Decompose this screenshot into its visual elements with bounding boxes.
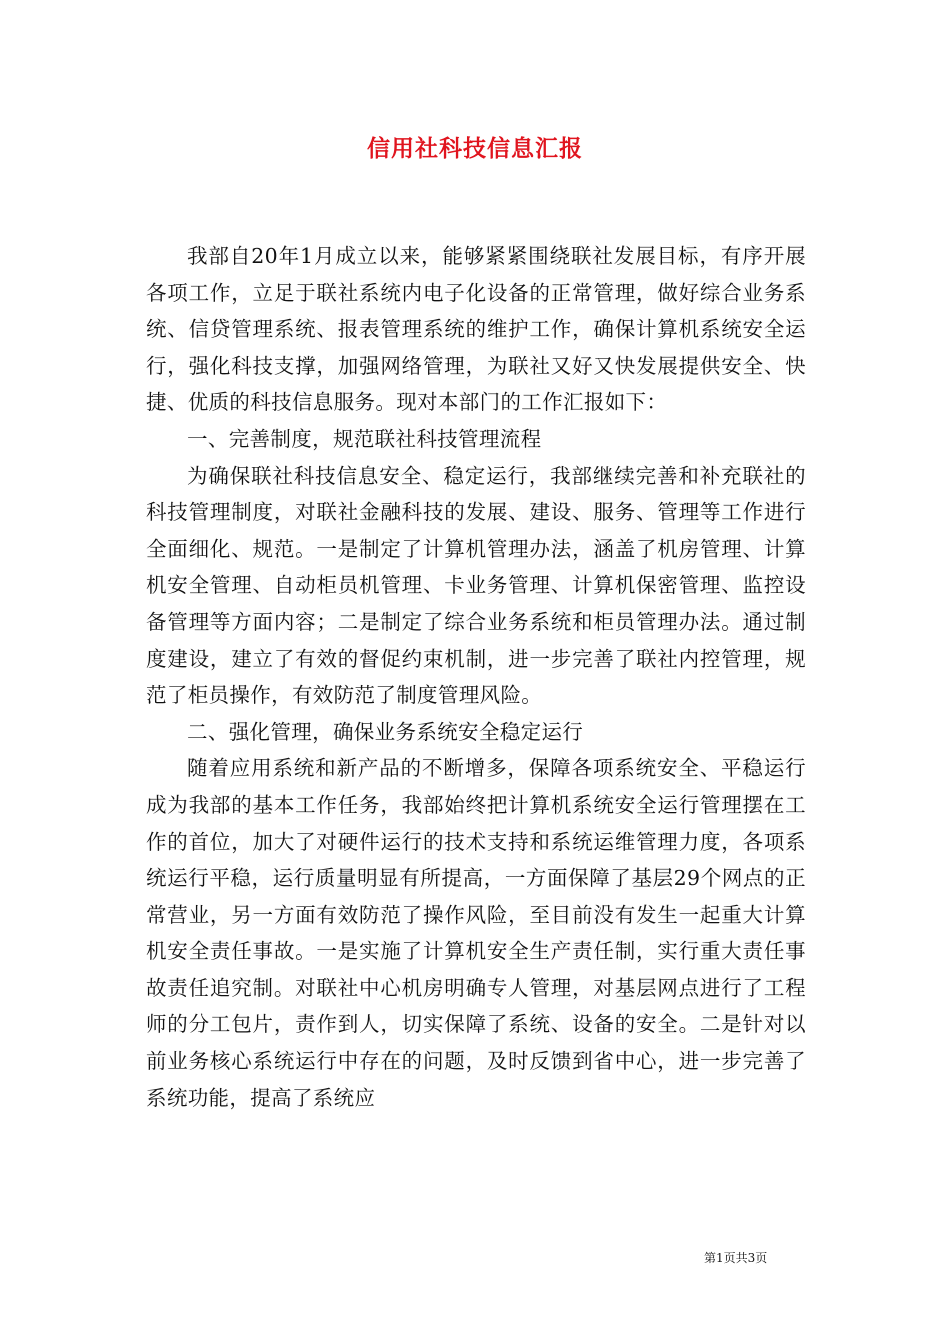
intro-paragraph: 我部自20年1月成立以来，能够紧紧围绕联社发展目标，有序开展各项工作，立足于联社系统内电子化设备的正常管理，做好综合业务系统、信贷管理系统、报表管理系统的维护工作，确保计算机系统安全运行，强化科技支撑，加强网络管理，为联社又好又快发展提供安全、快捷、优质的科技信息服务。现对本部门的工作汇报如下：	[146, 244, 806, 415]
document-body	[146, 238, 806, 1116]
section-heading-2: 二、强化管理，确保业务系统安全稳定运行	[187, 719, 584, 744]
section-paragraph-2: 随着应用系统和新产品的不断增多，保障各项系统安全、平稳运行成为我部的基本工作任务，我部始终把计算机系统安全运行管理摆在工作的首位，加大了对硬件运行的技术支持和系统运维管理力度，各项系统运行平稳，运行质量明显有所提高，一方面保障了基层29个网点的正常营业，另一方面有效防范了操作风险，至目前没有发生一起重大计算机安全责任事故。一是实施了计算机安全生产责任制，实行重大责任事故责任追究制。对联社中心机房明确专人管理，对基层网点进行了工程师的分工包片，责作到人，切实保障了系统、设备的安全。二是针对以前业务核心系统运行中存在的问题，及时反馈到省中心，进一步完善了系统功能，提高了系统应	[146, 756, 806, 1110]
document-title: 信用社科技信息汇报	[367, 135, 583, 162]
section-heading-1: 一、完善制度，规范联社科技管理流程	[187, 426, 542, 451]
page-number-footer: 第1页共3页	[704, 1251, 768, 1265]
section-paragraph-1: 为确保联社科技信息安全、稳定运行，我部继续完善和补充联社的科技管理制度，对联社金融科技的发展、建设、服务、管理等工作进行全面细化、规范。一是制定了计算机管理办法，涵盖了机房管理、计算机安全管理、自动柜员机管理、卡业务管理、计算机保密管理、监控设备管理等方面内容；二是制定了综合业务系统和柜员管理办法。通过制度建设，建立了有效的督促约束机制，进一步完善了联社内控管理，规范了柜员操作，有效防范了制度管理风险。	[146, 463, 806, 708]
